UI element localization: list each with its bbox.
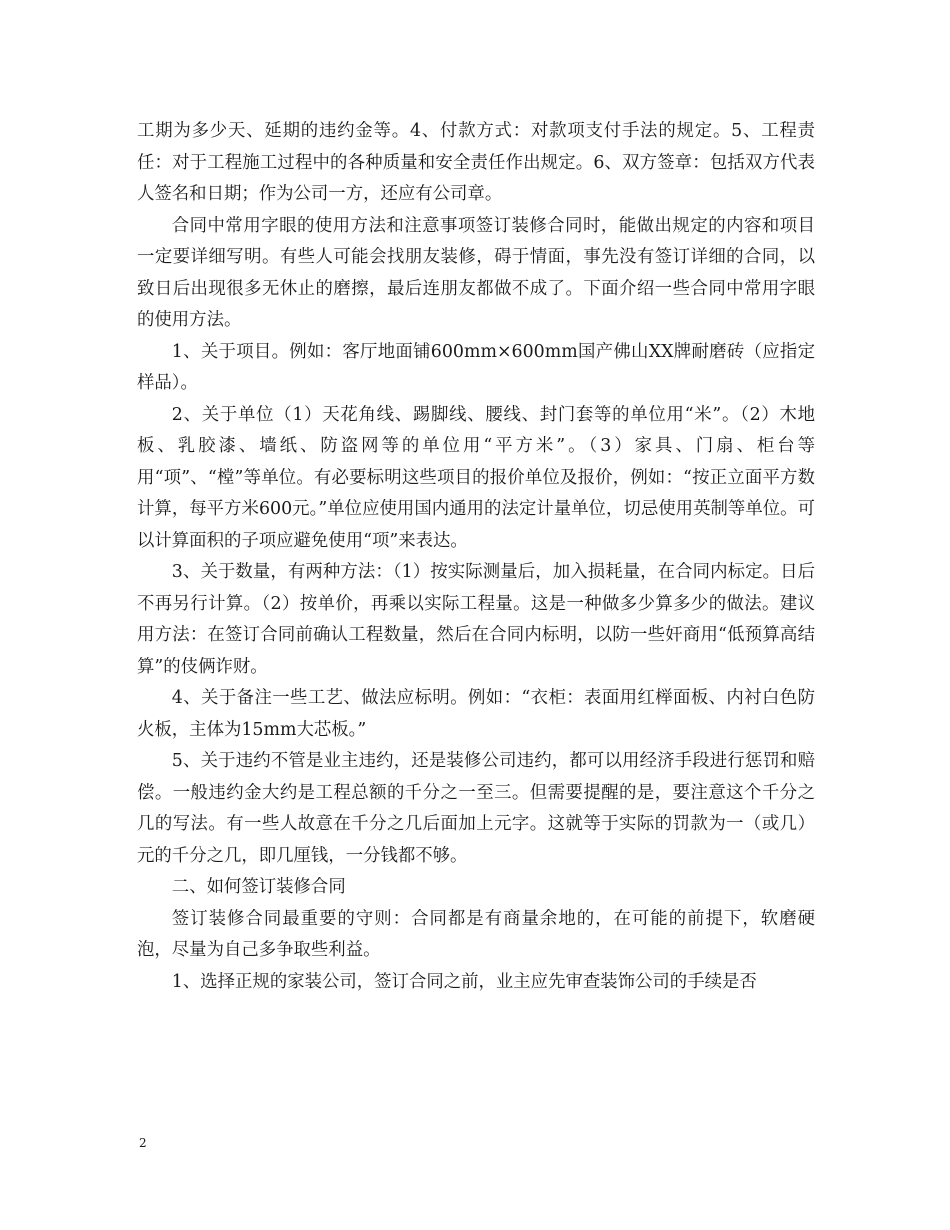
paragraph-5: 3、关于数量，有两种方法：（1）按实际测量后，加入损耗量，在合同内标定。日后不再另行计算。（2）按单价，再乘以实际工程量。这是一种做多少算多少的做法。建议用方法：在签订合同前确认工程数量，然后在合同内标明，以防一些奸商用“低预算高结算”的伎俩诈财。 — [137, 562, 815, 677]
paragraph-4: 2、关于单位（1）天花角线、踢脚线、腰线、封门套等的单位用“米”。（2）木地板、乳胶漆、墙纸、防盗网等的单位用“平方米”。（3）家具、门扇、柜台等用“项”、“樘”等单位。有必要标明这些项目的报价单位及报价，例如：“按正立面平方数计算，每平方米600元。”单位应使用国内通用的法定计量单位，切忌使用英制等单位。可以计算面积的子项应避免使用“项”来表达。 — [137, 404, 815, 551]
paragraph-6: 4、关于备注一些工艺、做法应标明。例如：“衣柜：表面用红榉面板、内衬白色防火板，主体为15mm大芯板。” — [137, 688, 815, 740]
paragraph-9: 签订装修合同最重要的守则：合同都是有商量余地的，在可能的前提下，软磨硬泡，尽量为自己多争取些利益。 — [137, 908, 815, 960]
section-heading: 二、如何签订装修合同 — [171, 877, 346, 897]
paragraph-1: 工期为多少天、延期的违约金等。4、付款方式：对款项支付手法的规定。5、工程责任：对于工程施工过程中的各种质量和安全责任作出规定。6、双方签章：包括双方代表人签名和日期；作为公司一方，还应有公司章。 — [137, 121, 815, 204]
page-number: 2 — [139, 1136, 147, 1150]
paragraph-2: 合同中常用字眼的使用方法和注意事项签订装修合同时，能做出规定的内容和项目一定要详细写明。有些人可能会找朋友装修，碍于情面，事先没有签订详细的合同，以致日后出现很多无休止的磨擦，最后连朋友都做不成了。下面介绍一些合同中常用字眼的使用方法。 — [137, 215, 815, 330]
paragraph-7: 5、关于违约不管是业主违约，还是装修公司违约，都可以用经济手段进行惩罚和赔偿。一般违约金大约是工程总额的千分之一至三。但需要提醒的是，要注意这个千分之几的写法。有一些人故意在千分之几后面加上元字。这就等于实际的罚款为一（或几）元的千分之几，即几厘钱，一分钱都不够。 — [137, 751, 815, 866]
document-body — [137, 116, 815, 998]
paragraph-10: 1、选择正规的家装公司，签订合同之前，业主应先审查装饰公司的手续是否 — [171, 971, 757, 992]
paragraph-3: 1、关于项目。例如：客厅地面铺600mm×600mm国产佛山XX牌耐磨砖（应指定样品）。 — [137, 341, 815, 393]
